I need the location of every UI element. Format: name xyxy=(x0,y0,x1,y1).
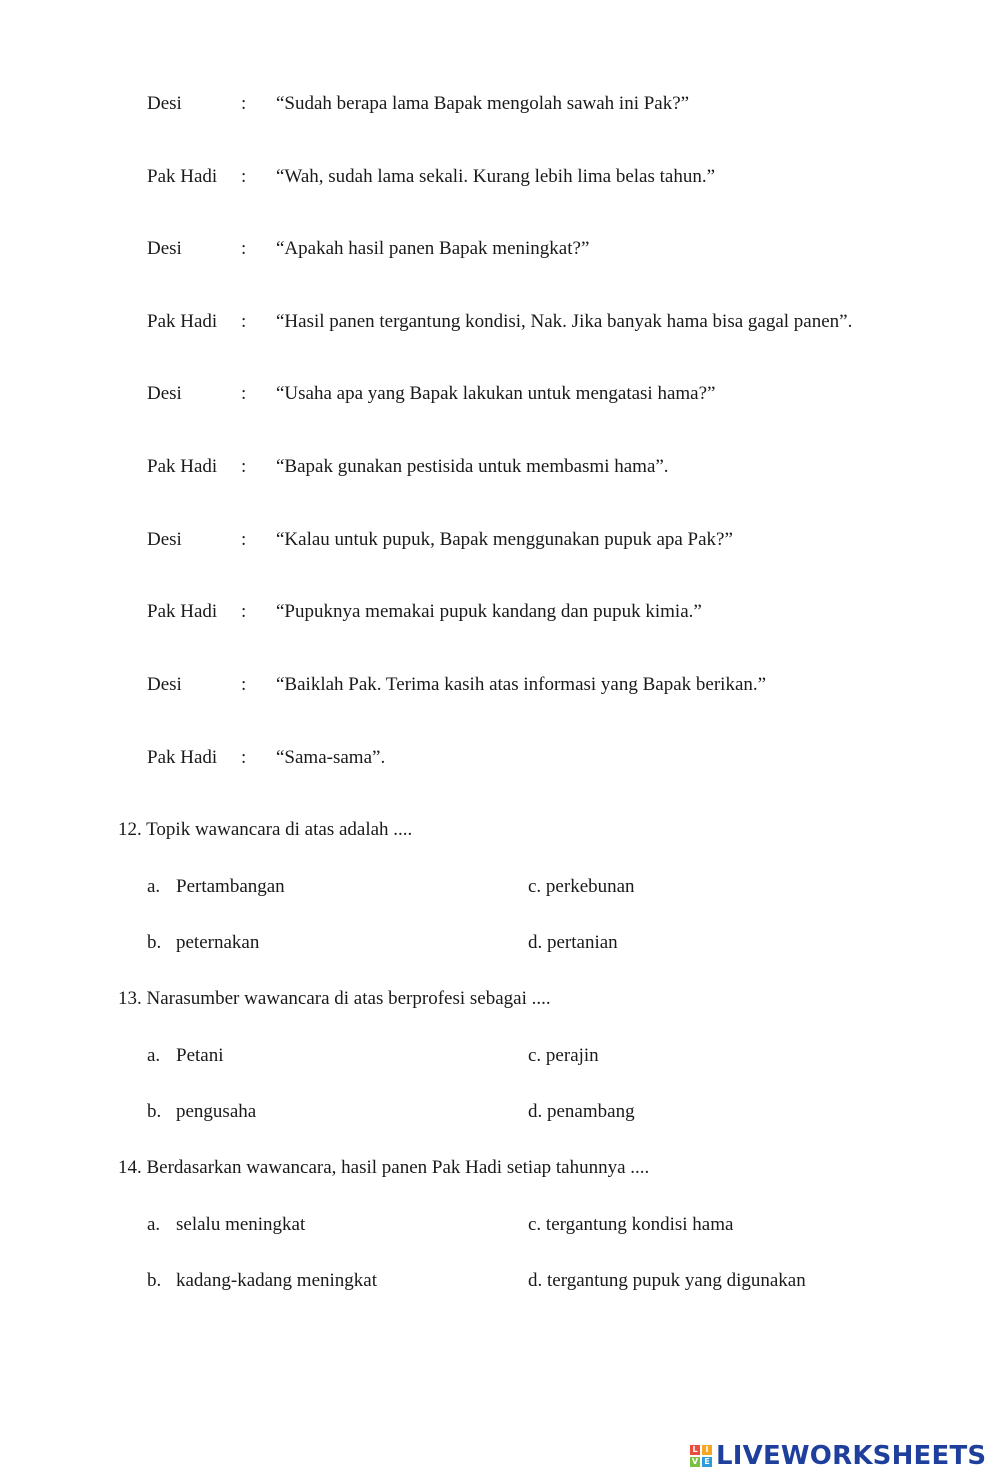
colon: : xyxy=(241,601,247,622)
option-b-key: b. xyxy=(147,1270,162,1291)
option-c[interactable]: c. perajin xyxy=(528,1045,599,1066)
option-a-key: a. xyxy=(147,876,161,897)
utterance-text: “Usaha apa yang Bapak lakukan untuk mengatasi hama?” xyxy=(276,383,716,404)
colon: : xyxy=(241,529,247,550)
colon: : xyxy=(241,747,247,768)
question-text: 12. Topik wawancara di atas adalah .... xyxy=(118,819,413,840)
speaker-label: Desi xyxy=(147,529,182,550)
speaker-label: Pak Hadi xyxy=(147,747,218,768)
question-text: 13. Narasumber wawancara di atas berprofesi sebagai .... xyxy=(118,988,551,1009)
option-b[interactable]: peternakan xyxy=(176,932,260,953)
speaker-label: Pak Hadi xyxy=(147,311,218,332)
option-a[interactable]: Pertambangan xyxy=(176,876,285,897)
logo-mark-icon xyxy=(690,1445,712,1467)
option-c[interactable]: c. tergantung kondisi hama xyxy=(528,1214,734,1235)
speaker-label: Desi xyxy=(147,674,182,695)
option-b[interactable]: kadang-kadang meningkat xyxy=(176,1270,378,1291)
utterance-text: “Baiklah Pak. Terima kasih atas informasi yang Bapak berikan.” xyxy=(276,674,767,695)
colon: : xyxy=(241,238,247,259)
speaker-label: Desi xyxy=(147,93,182,114)
speaker-label: Pak Hadi xyxy=(147,166,218,187)
utterance-text: “Wah, sudah lama sekali. Kurang lebih lima belas tahun.” xyxy=(276,166,716,187)
option-a-key: a. xyxy=(147,1214,161,1235)
utterance-text: “Apakah hasil panen Bapak meningkat?” xyxy=(276,238,590,259)
logo-tile-e: E xyxy=(702,1457,712,1467)
option-b-key: b. xyxy=(147,932,162,953)
utterance-text: “Hasil panen tergantung kondisi, Nak. Jika banyak hama bisa gagal panen”. xyxy=(276,311,853,332)
utterance-text: “Pupuknya memakai pupuk kandang dan pupuk kimia.” xyxy=(276,601,702,622)
option-b-key: b. xyxy=(147,1101,162,1122)
option-d[interactable]: d. penambang xyxy=(528,1101,635,1122)
logo-tile-i: I xyxy=(702,1445,712,1455)
colon: : xyxy=(241,456,247,477)
utterance-text: “Sama-sama”. xyxy=(276,747,386,768)
utterance-text: “Sudah berapa lama Bapak mengolah sawah ini Pak?” xyxy=(276,93,690,114)
colon: : xyxy=(241,93,247,114)
option-d[interactable]: d. pertanian xyxy=(528,932,618,953)
speaker-label: Desi xyxy=(147,238,182,259)
logo-tile-l: L xyxy=(690,1445,700,1455)
option-c[interactable]: c. perkebunan xyxy=(528,876,635,897)
utterance-text: “Kalau untuk pupuk, Bapak menggunakan pupuk apa Pak?” xyxy=(276,529,733,550)
option-a[interactable]: selalu meningkat xyxy=(176,1214,306,1235)
option-b[interactable]: pengusaha xyxy=(176,1101,257,1122)
speaker-label: Pak Hadi xyxy=(147,601,218,622)
colon: : xyxy=(241,674,247,695)
option-a[interactable]: Petani xyxy=(176,1045,224,1066)
colon: : xyxy=(241,311,247,332)
colon: : xyxy=(241,383,247,404)
option-d[interactable]: d. tergantung pupuk yang digunakan xyxy=(528,1270,806,1291)
option-a-key: a. xyxy=(147,1045,161,1066)
speaker-label: Pak Hadi xyxy=(147,456,218,477)
liveworksheets-logo xyxy=(690,1441,987,1471)
question-text: 14. Berdasarkan wawancara, hasil panen Pak Hadi setiap tahunnya .... xyxy=(118,1157,650,1178)
colon: : xyxy=(241,166,247,187)
utterance-text: “Bapak gunakan pestisida untuk membasmi hama”. xyxy=(276,456,669,477)
logo-tile-v: V xyxy=(691,1457,699,1466)
brand-name: LIVEWORKSHEETS xyxy=(716,1441,987,1471)
speaker-label: Desi xyxy=(147,383,182,404)
